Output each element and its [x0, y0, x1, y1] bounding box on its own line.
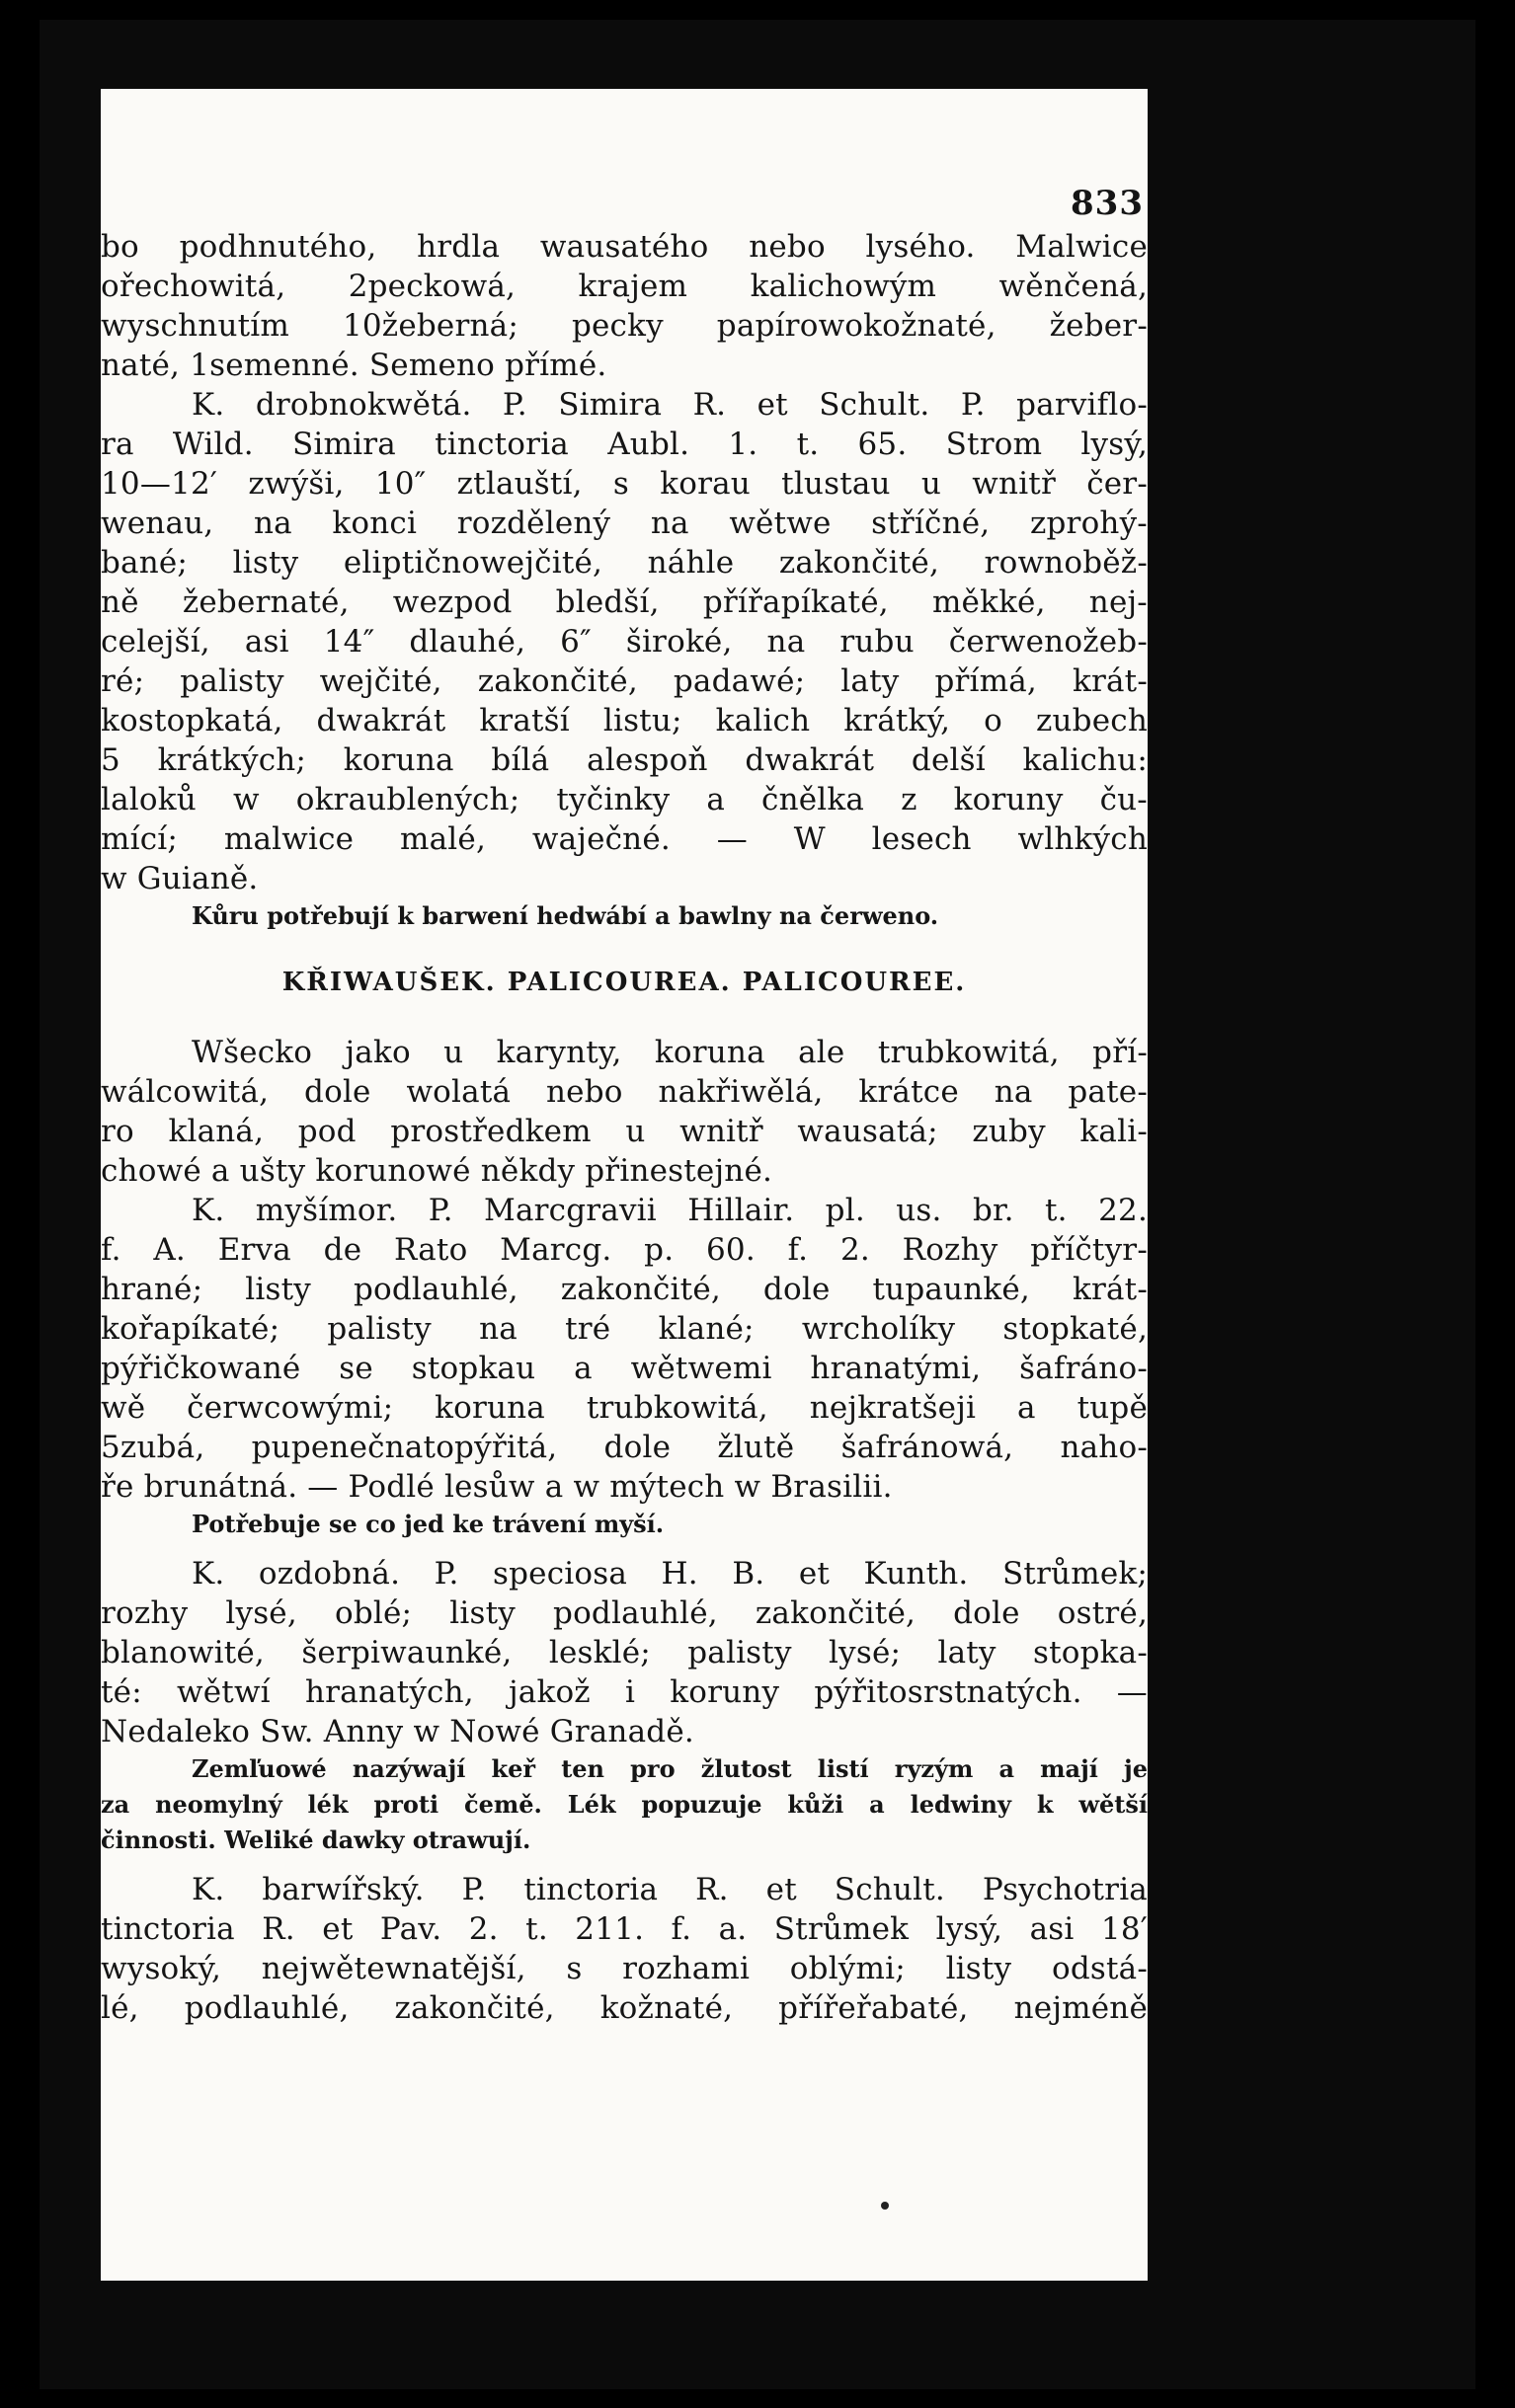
text-line: ré; palisty wejčité, zakončité, padawé; laty přímá, krát-: [101, 663, 1148, 699]
text-line: laloků w okraublených; tyčinky a čnělka z koruny ču-: [101, 782, 1148, 817]
text-line: K. drobnokwětá. P. Simira R. et Schult. P. parviflo-: [192, 387, 1148, 423]
text-line: wenau, na konci rozdělený na wětwe stříčné, zprohý-: [101, 505, 1148, 541]
note-line: Potřebuje se co jed ke trávení myší.: [192, 1510, 665, 1538]
text-line: pýřičkowané se stopkau a wětwemi hranatými, šafráno-: [101, 1351, 1148, 1386]
text-line: wálcowitá, dole wolatá nebo nakřiwělá, krátce na pate-: [101, 1074, 1148, 1110]
text-line: ro klaná, pod prostředkem u wnitř wausatá; zuby kali-: [101, 1114, 1148, 1149]
text-line: K. myšímor. P. Marcgravii Hillair. pl. us. br. t. 22.: [192, 1193, 1148, 1228]
page-number: 833: [1071, 184, 1144, 223]
text-line: hrané; listy podlauhlé, zakončité, dole tupaunké, krát-: [101, 1272, 1148, 1307]
page-body: [101, 227, 1148, 2028]
note-line: za neomylný lék proti čemě. Lék popuzuje kůži a ledwiny k wětší: [101, 1790, 1148, 1819]
text-line: bané; listy eliptičnowejčité, náhle zakončité, rownoběž-: [101, 545, 1148, 581]
scan-background: [40, 20, 1475, 2389]
text-line: Wšecko jako u karynty, koruna ale trubkowitá, pří-: [192, 1035, 1148, 1070]
text-line: blanowité, šerpiwaunké, lesklé; palisty lysé; laty stopka-: [101, 1635, 1148, 1670]
text-line: 5zubá, pupenečnatopýřitá, dole žlutě šafránowá, naho-: [101, 1430, 1148, 1465]
text-line: kostopkatá, dwakrát kratší listu; kalich krátký, o zubech: [101, 703, 1148, 738]
text-line: K. ozdobná. P. speciosa H. B. et Kunth. Strůmek;: [192, 1556, 1148, 1592]
scan-speck: [881, 2202, 889, 2210]
text-line: 5 krátkých; koruna bílá alespoň dwakrát delší kalichu:: [101, 742, 1148, 778]
text-line: mící; malwice malé, waječné. — W lesech wlhkých: [101, 821, 1148, 857]
text-line: celejší, asi 14″ dlauhé, 6″ široké, na rubu čerwenožeb-: [101, 624, 1148, 660]
text-line: wysoký, nejwětewnatější, s rozhami oblými; listy odstá-: [101, 1951, 1148, 1986]
text-line: ořechowitá, 2peckowá, krajem kalichowým wěnčená,: [101, 269, 1148, 304]
text-line: ně žebernaté, wezpod bledší, přířapíkaté, měkké, nej-: [101, 584, 1148, 620]
text-line: Nedaleko Sw. Anny w Nowé Granadě.: [101, 1714, 694, 1749]
note-line: Kůru potřebují k barwení hedwábí a bawlny na čerweno.: [192, 901, 939, 930]
text-line: tinctoria R. et Pav. 2. t. 211. f. a. Strůmek lysý, asi 18′: [101, 1911, 1148, 1947]
section-heading: KŘIWAUŠEK. PALICOUREA. PALICOUREE.: [281, 968, 967, 997]
text-line: K. barwířský. P. tinctoria R. et Schult. Psychotria: [192, 1872, 1148, 1907]
text-line: bo podhnutého, hrdla wausatého nebo lysého. Malwice: [101, 229, 1148, 265]
text-line: ra Wild. Simira tinctoria Aubl. 1. t. 65. Strom lysý,: [101, 427, 1148, 462]
book-page: [101, 89, 1148, 2281]
text-line: w Guianě.: [101, 861, 259, 896]
text-line: 10—12′ zwýši, 10″ ztlauští, s korau tlustau u wnitř čer-: [101, 466, 1148, 502]
text-line: lé, podlauhlé, zakončité, kožnaté, přířeřabaté, nejméně: [101, 1990, 1148, 2026]
note-line: činnosti. Weliké dawky otrawují.: [101, 1825, 531, 1854]
text-line: ře brunátná. — Podlé lesůw a w mýtech w Brasilii.: [101, 1469, 893, 1505]
text-line: kořapíkaté; palisty na tré klané; wrcholíky stopkaté,: [101, 1311, 1148, 1347]
text-line: wyschnutím 10žeberná; pecky papírowokožnaté, žeber-: [101, 308, 1148, 344]
text-line: té: wětwí hranatých, jakož i koruny pýřitosrstnatých. —: [101, 1674, 1148, 1710]
text-line: rozhy lysé, oblé; listy podlauhlé, zakončité, dole ostré,: [101, 1595, 1148, 1631]
text-line: f. A. Erva de Rato Marcg. p. 60. f. 2. Rozhy příčtyr-: [101, 1232, 1148, 1268]
text-line: naté, 1semenné. Semeno přímé.: [101, 348, 607, 383]
note-line: Zemľuowé nazýwají keř ten pro žlutost listí ryzým a mají je: [192, 1754, 1148, 1783]
text-line: wě čerwcowými; koruna trubkowitá, nejkratšeji a tupě: [101, 1390, 1148, 1426]
text-line: chowé a ušty korunowé někdy přinestejné.: [101, 1153, 773, 1189]
